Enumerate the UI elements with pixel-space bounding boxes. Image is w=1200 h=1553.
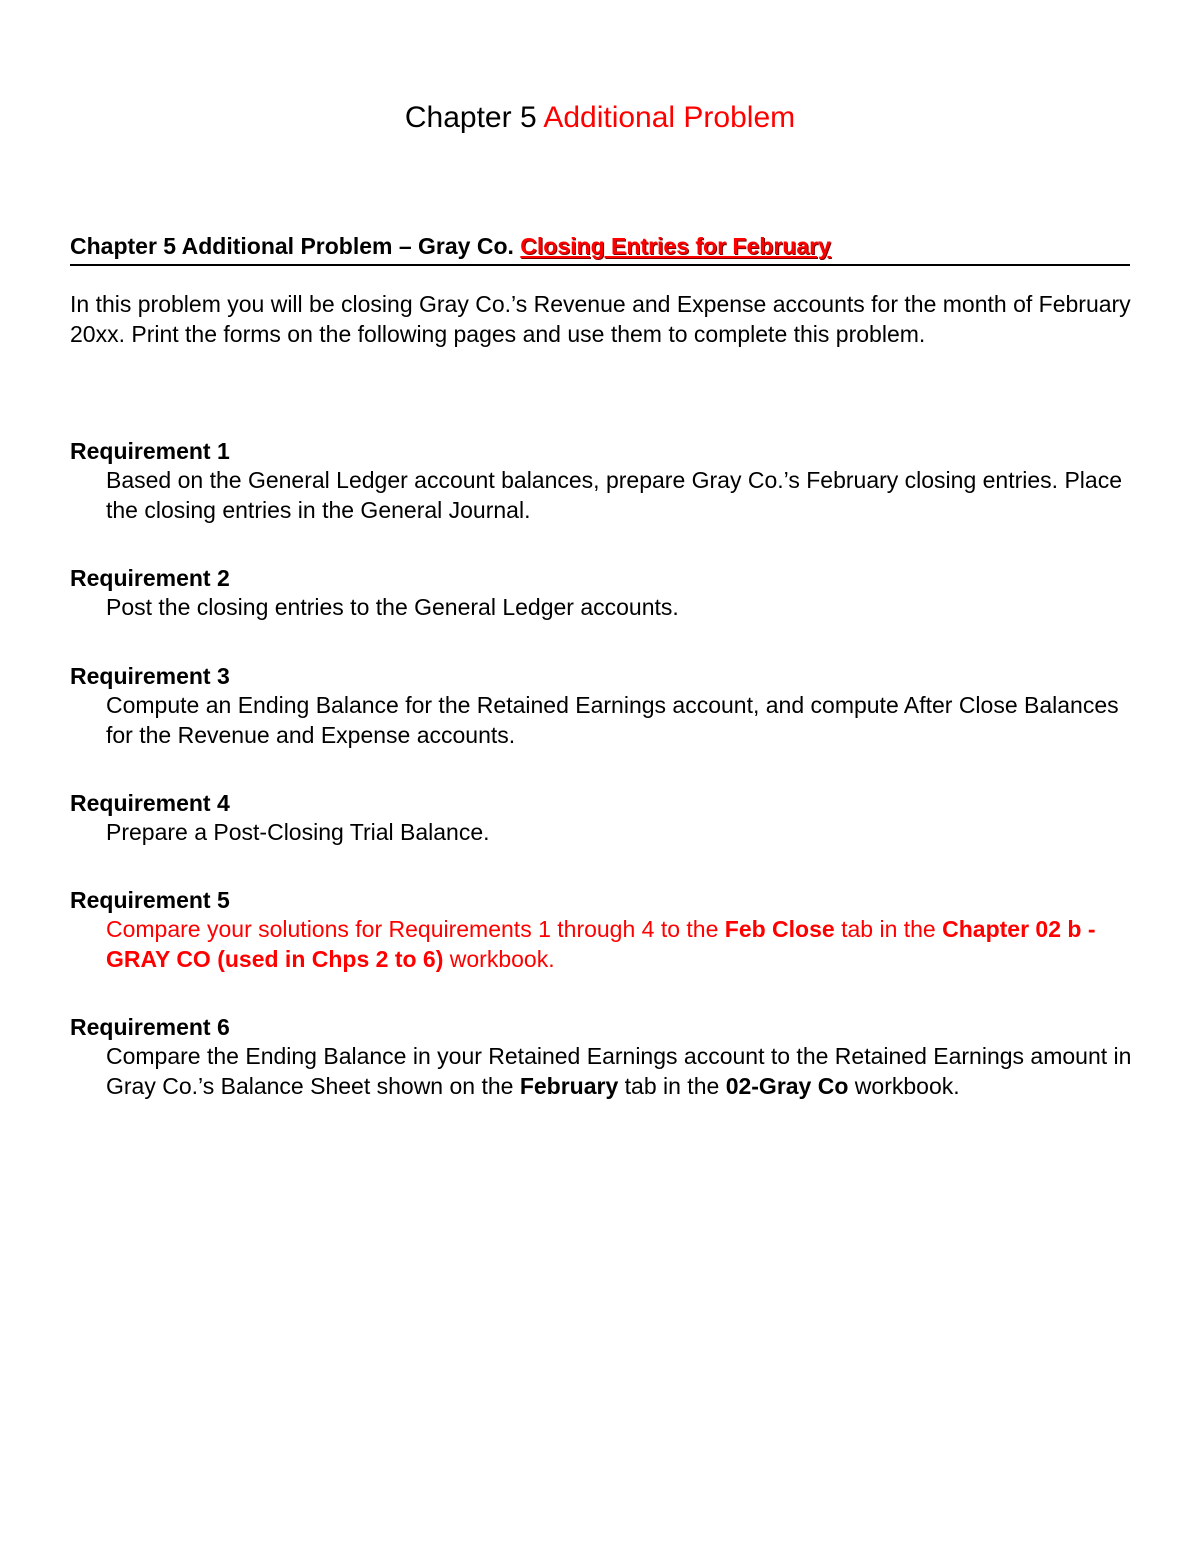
requirement-body [70, 1042, 1145, 1101]
section-heading [70, 230, 1130, 266]
page-title [0, 98, 1200, 138]
requirement-heading: Requirement 6 [70, 1014, 230, 1040]
requirement-text: Compare your solutions for Requirements 1 through 4 to the [106, 916, 725, 942]
requirement-5 [70, 886, 1145, 974]
title-part-1: Chapter 5 [404, 101, 544, 134]
requirement-body: Compute an Ending Balance for the Retained Earnings account, and compute After Close Balances for the Revenue and Expense accounts. [106, 692, 1119, 748]
requirement-2 [70, 564, 1145, 623]
requirement-4 [70, 789, 1145, 848]
section-heading-part-1: Chapter 5 Additional Problem – Gray Co. [70, 233, 521, 259]
requirement-heading: Requirement 4 [70, 790, 230, 816]
intro-paragraph: In this problem you will be closing Gray Co.’s Revenue and Expense accounts for the month of February 20xx. Print the forms on the following pages and use them to complete this problem. [70, 291, 1131, 347]
requirement-heading: Requirement 3 [70, 663, 230, 689]
title-part-2: Additional Problem [543, 101, 796, 134]
tab-name-february: February [519, 1072, 619, 1099]
requirement-text: tab in the [618, 1072, 726, 1099]
requirement-body [70, 915, 1145, 974]
requirement-body: Based on the General Ledger account balances, prepare Gray Co.’s February closing entries. Place the closing entries in the General Journal. [106, 467, 1122, 523]
requirement-text: workbook. [443, 945, 555, 972]
requirement-text: workbook. [848, 1072, 960, 1099]
requirement-body: Post the closing entries to the General Ledger accounts. [106, 594, 679, 620]
workbook-name: 02-Gray Co [725, 1072, 849, 1099]
requirement-body: Prepare a Post-Closing Trial Balance. [106, 819, 490, 845]
requirement-6 [70, 1013, 1145, 1101]
requirement-text: tab in the [834, 916, 943, 942]
requirement-1 [70, 437, 1145, 525]
section-heading-accent: Closing Entries for February [520, 233, 831, 259]
requirement-heading: Requirement 1 [70, 438, 230, 464]
requirement-text: Compare the Ending Balance in your Retained Earnings account to the Retained Earnings amount in Gray Co.’s Balance Sheet shown on the [106, 1043, 1132, 1099]
workbook-name: Chapter 02 b - GRAY CO (used in Chps 2 to 6) [106, 916, 1096, 972]
requirement-heading: Requirement 5 [70, 887, 230, 913]
requirement-heading: Requirement 2 [70, 565, 230, 591]
tab-name-feb-close: Feb Close [724, 916, 835, 942]
requirement-3 [70, 662, 1145, 750]
